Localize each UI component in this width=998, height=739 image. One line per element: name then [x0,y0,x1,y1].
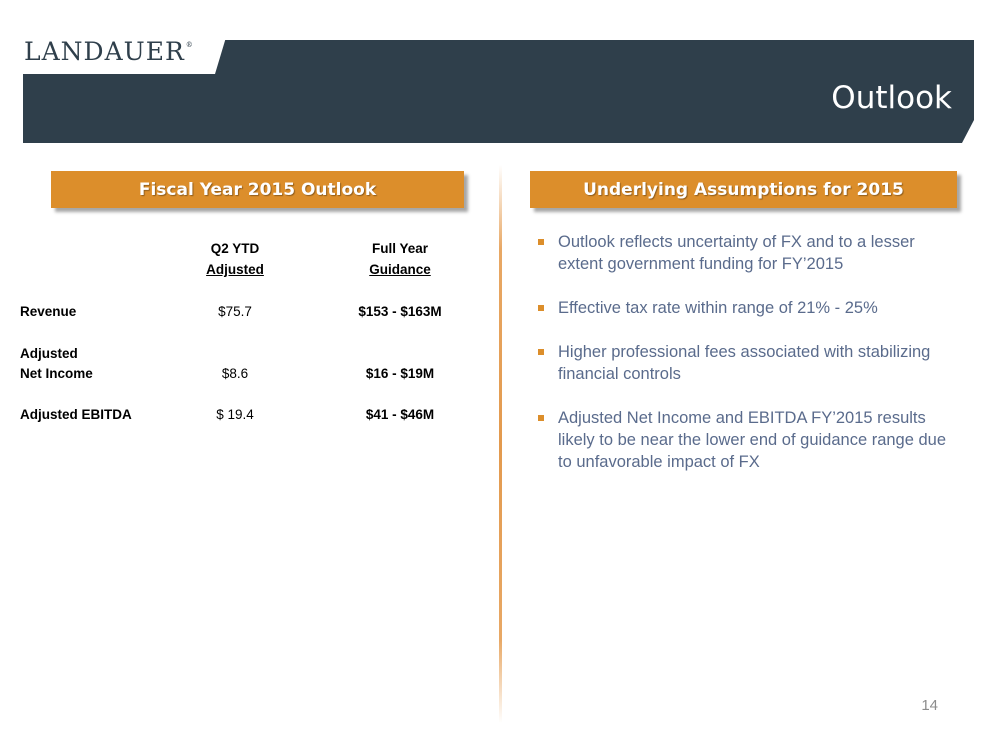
assumption-text: Adjusted Net Income and EBITDA FY’2015 results likely to be near the lower end of guidance range due to unfavorable impact of FX [558,409,947,471]
header-banner [0,0,998,150]
logo-text: LANDAUER [24,37,185,66]
column-divider [499,165,502,723]
assumption-text: Outlook reflects uncertainty of FX and to a lesser extent government funding for FY’2015 [558,233,915,273]
ebitda-guidance-value: $41 - $46M [365,407,435,422]
bullet-square-icon [538,415,544,421]
col-header-ytd-line1: Q2 YTD [210,241,260,256]
col-header-guidance-line1: Full Year [371,241,429,256]
assumption-item [538,407,948,473]
page-number: 14 [921,697,938,714]
fiscal-outlook-heading: Fiscal Year 2015 Outlook [51,171,464,208]
revenue-guidance-value: $153 - $163M [358,304,442,319]
net-income-guidance-value: $16 - $19M [365,366,435,381]
assumptions-heading: Underlying Assumptions for 2015 [530,171,957,208]
bullet-square-icon [538,349,544,355]
net-income-ytd-value: $8.6 [221,366,249,381]
assumption-item [538,341,948,385]
row-label-ebitda: Adjusted EBITDA [20,407,132,422]
registered-mark: ® [185,41,194,49]
revenue-ytd-value: $75.7 [218,304,252,319]
assumption-item [538,231,948,275]
bullet-square-icon [538,305,544,311]
row-label-net-income-line2: Net Income [20,366,93,381]
assumption-item [538,297,948,319]
page-title: Outlook [831,80,952,116]
assumptions-list [538,231,948,495]
company-logo [24,37,194,66]
assumption-text: Effective tax rate within range of 21% - 25% [558,299,878,317]
assumption-text: Higher professional fees associated with stabilizing financial controls [558,343,931,383]
col-header-ytd-line2: Adjusted [206,262,264,277]
row-label-net-income-line1: Adjusted [20,346,78,361]
ebitda-ytd-value: $ 19.4 [216,407,254,422]
bullet-square-icon [538,239,544,245]
row-label-revenue: Revenue [20,304,77,319]
col-header-guidance-line2: Guidance [369,262,431,277]
